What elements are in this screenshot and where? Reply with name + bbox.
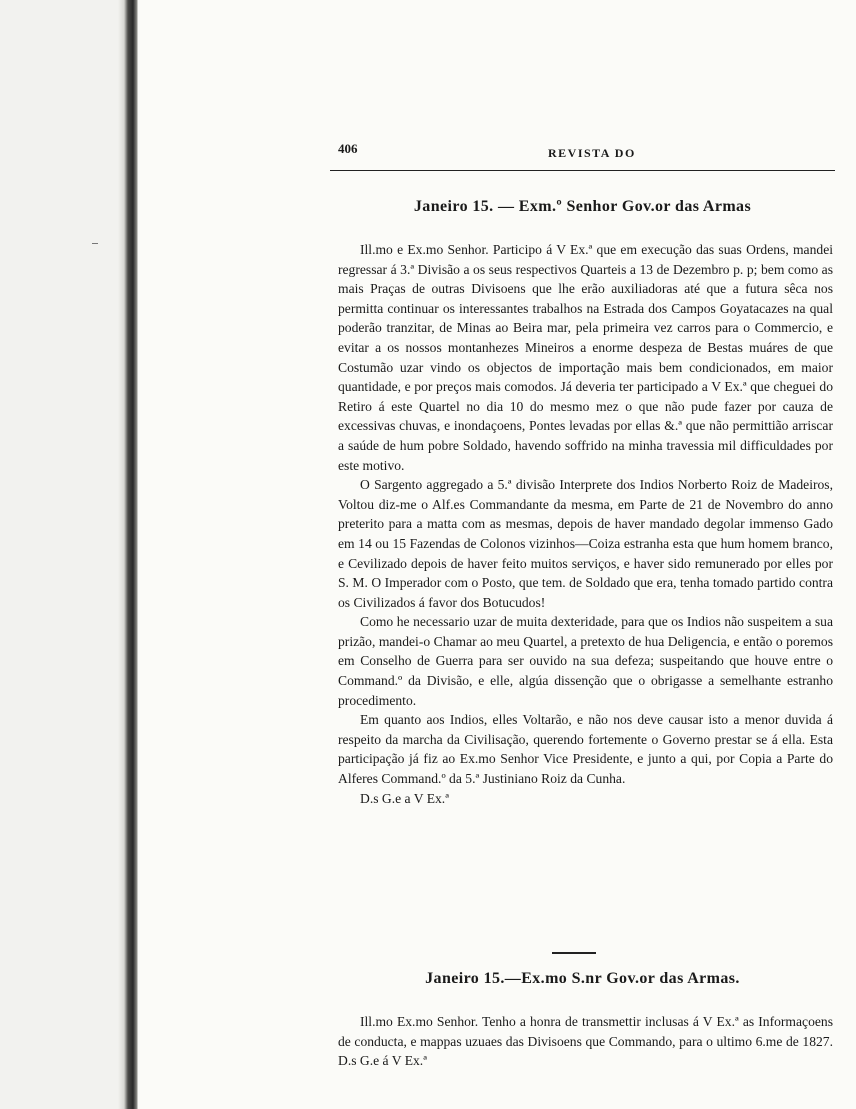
paragraph: Como he necessario uzar de muita dexteridade, para que os Indios não suspeitem a sua prizão, mandei-o Chamar ao meu Quartel, a pretexto de hua Deligencia, e então o poremos em Conselho de Guerra para ser ouvido na sua defeza; suspeitando que houve entre o Command.º da Divisão, e elle, algúa dissenção que o obrigasse a semelhante estranho procedimento.	[338, 614, 833, 708]
letter-body	[338, 240, 833, 808]
book-binding-edge	[0, 0, 138, 1109]
page-header	[330, 141, 835, 163]
entry-heading: Janeiro 15.—Ex.mo S.nr Gov.or das Armas.	[425, 970, 740, 987]
paragraph: Ill.mo Ex.mo Senhor. Tenho a honra de transmettir inclusas á V Ex.ª as Informaçoens de conducta, e mappas uzuaes das Divisoens que Commando, para o ultimo 6.me de 1827. D.s G.e á V Ex.ª	[338, 1014, 833, 1069]
running-head: REVISTA DO	[548, 146, 636, 160]
section-separator	[552, 952, 596, 954]
paragraph: O Sargento aggregado a 5.ª divisão Interprete dos Indios Norberto Roiz de Madeiros, Voltou diz-me o Alf.es Commandante da mesma, em Parte de 21 de Novembro do anno preterito para a matta com as mesmas, depois de haver mandado degolar immenso Gado em 14 ou 15 Fazendas de Colonos vizinhos—Coiza estranha esta que hum homem branco, e Cevilizado depois de haver feito muitos serviços, e haver sido remunerado por elles por S. M. O Imperador com o Posto, que tem. de Soldado que era, tenha tomado partido contra os Civilizados á favor dos Botucudos!	[338, 477, 833, 610]
header-rule	[330, 170, 835, 171]
margin-mark	[92, 243, 98, 244]
letter-body	[338, 1012, 833, 1071]
signature-line: D.s G.e a V Ex.ª	[360, 790, 449, 806]
page-number: 406	[338, 141, 358, 156]
book-page	[330, 0, 840, 1109]
entry-heading: Janeiro 15. — Exm.º Senhor Gov.or das Armas	[413, 198, 752, 215]
paragraph: Ill.mo e Ex.mo Senhor. Participo á V Ex.ª que em execução das suas Ordens, mandei regressar á 3.ª Divisão a os seus respectivos Quarteis a 13 de Dezembro p. p; bem como as mais Praças de outras Divisoens que lhe erão auxiliadoras até que a futura sêca nos permitta continuar os interessantes trabalhos na Estrada dos Campos Goyatacazes na qual poderão tranzitar, de Minas ao Beira mar, pela primeira vez carros para o Commercio, e evitar a os nossos montanhezes Mineiros a enorme despeza de Bestas muáres de que Costumão uzar vindo os objectos de importação mais bem condicionados, em maior quantidade, e por preços mais comodos. Já deveria ter participado a V Ex.ª que cheguei do Retiro á este Quartel no dia 10 do mesmo mez o que não pude fazer por cauza de excessivas chuvas, e inondaçoens, Pontes levadas por ellas &.ª que não permittião arriscar a saúde de hum pobre Soldado, havendo soffrido na minha travessia mil difficuldades por este motivo.	[338, 242, 833, 473]
paragraph: Em quanto aos Indios, elles Voltarão, e não nos deve causar isto a menor duvida á respeito da marcha da Civilisação, querendo fortemente o Governo prestar se á ella. Esta participação já fiz ao Ex.mo Senhor Vice Presidente, e junto a qui, por Copia a Parte do Alferes Command.º da 5.ª Justiniano Roiz da Cunha.	[338, 712, 833, 787]
